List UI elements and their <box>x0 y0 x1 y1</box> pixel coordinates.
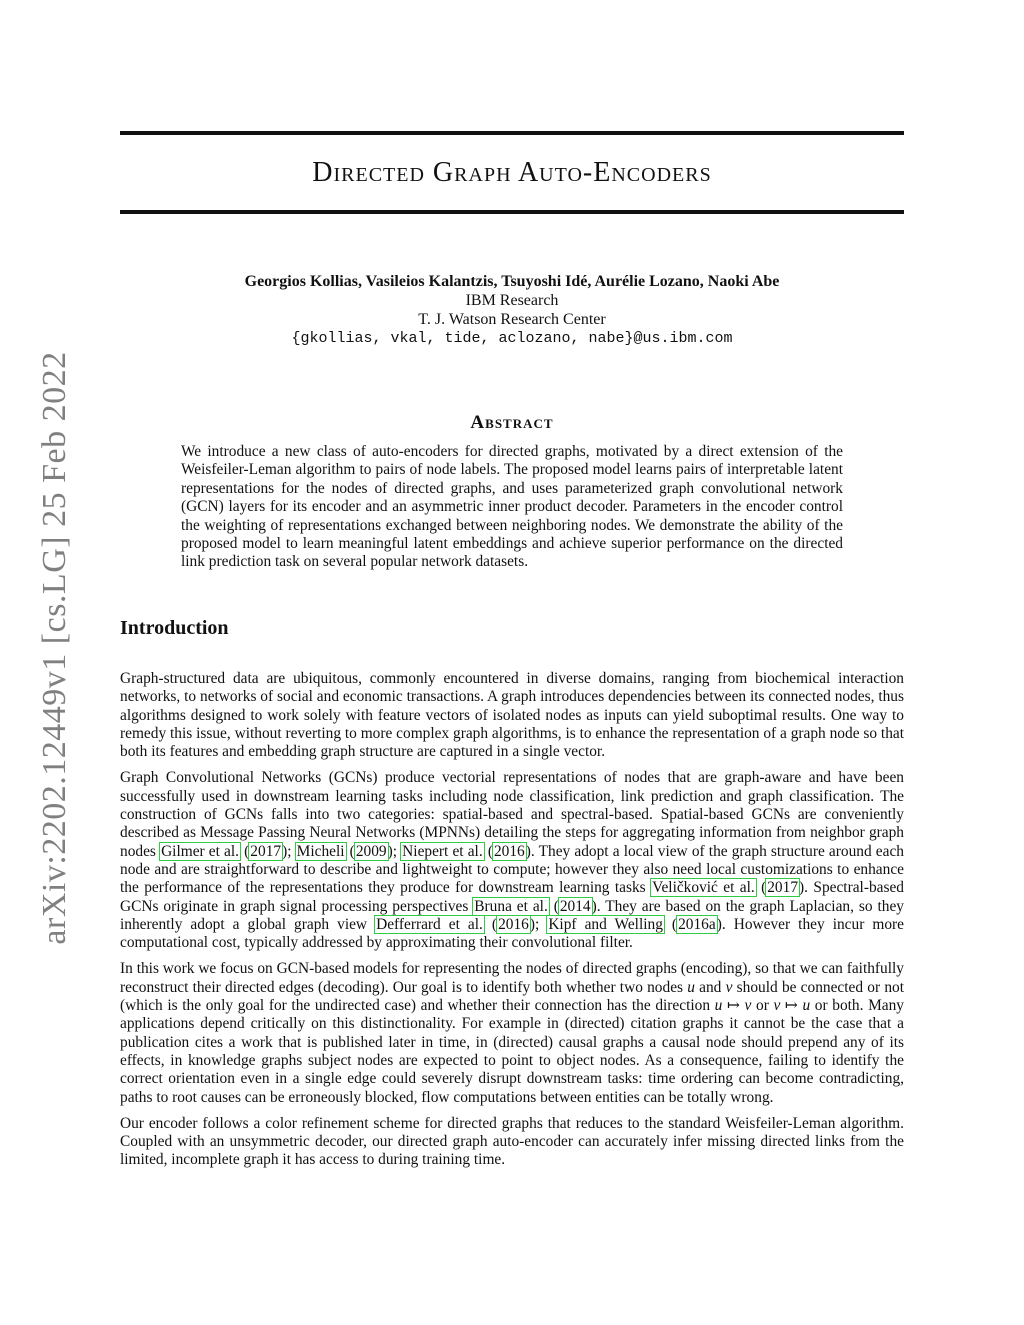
citation-kipf-author[interactable]: Kipf and Welling <box>548 915 663 933</box>
p3-text-2: and <box>694 978 726 996</box>
citation-velickovic-year[interactable]: 2017 <box>767 879 799 897</box>
citation-velickovic-author[interactable]: Veličković et al. <box>652 879 755 897</box>
author-names: Georgios Kollias, Vasileios Kalantzis, Tsuyoshi Idé, Aurélie Lozano, Naoki Abe <box>244 273 780 290</box>
introduction-heading: Introduction <box>120 617 229 639</box>
p2-text-3: . Spectral-based GCNs originate in graph signal processing perspectives <box>120 879 904 915</box>
intro-paragraph-3 <box>120 960 904 1106</box>
p3-text-4: or <box>751 997 774 1015</box>
p2-sep-1: ; <box>287 842 296 860</box>
math-v-to-u: v ↦ u <box>773 997 811 1015</box>
citation-micheli-author[interactable]: Micheli <box>296 842 345 860</box>
arxiv-identifier: arXiv:2202.12449v1 [cs.LG] 25 Feb 2022 <box>36 351 73 945</box>
intro-paragraph-4: Our encoder follows a color refinement scheme for directed graphs that reduces to the standard Weisfeiler-Leman algorithm. Coupled with an unsymmetric decoder, our directed graph auto-encoder can accurately infer missing directed links from the limited, incomplete graph it has access to during training time. <box>120 1114 904 1169</box>
paper-title: Directed Graph Auto-Encoders <box>312 157 712 188</box>
affiliation-org: IBM Research <box>465 292 559 309</box>
math-u: u <box>687 978 695 996</box>
p2-text-1: Graph Convolutional Networks (GCNs) produce vectorial representations of nodes that are graph-aware and have been successfully used in downstream learning tasks including node classification, link prediction and graph classification. The construction of GCNs falls into two categories: spatial-based and spectral-based. Spatial-based GCNs are conveniently described as Message Passing Neural Networks (MPNNs) detailing the steps for aggregating information from neighbor graph nodes <box>120 769 904 860</box>
intro-paragraph-2: Graph Convolutional Networks (GCNs) produce vectorial representations of nodes that are graph-aware and have been successfully used in downstream learning tasks including node classification, link prediction and graph classification. The construction of GCNs falls into two categories: spatial-based and spectral-based. Spatial-based GCNs are conveniently described as Message Passing Neural Networks (MPNNs) detailing the steps for aggregating information from neighbor graph nodes Gilmer et al. (2017); Micheli (2009); Niepert et al. (2016). They adopt a local view of the graph structure around each node and are straightforward to describe and lightweight to compute; however they also need local customizations to enhance the performance of the representations they produce for downstream learning tasks Veličković et al. (2017). Spectral-based GCNs originate in graph signal processing perspectives Bruna et al. (2014). They are based on the graph Laplacian, so they inherently adopt a global graph view Defferrard et al. (2016); Kipf and Welling (2016a). However they incur more computational cost, typically addressed by approximating their convolutional filter. <box>120 769 904 952</box>
citation-kipf-year[interactable]: 2016a <box>678 915 716 933</box>
p2-text-2: . They adopt a local view of the graph structure around each node and are straightforward to describe and lightweight to compute; however they also need local customizations to enhance the performance of the representations they produce for downstream learning tasks <box>120 842 904 897</box>
citation-defferrard-author[interactable]: Defferrard et al. <box>376 915 483 933</box>
math-v: v <box>725 978 733 996</box>
author-emails: {gkollias, vkal, tide, aclozano, nabe}@us.ibm.com <box>291 330 733 347</box>
citation-bruna-year[interactable]: 2014 <box>559 897 591 915</box>
citation-defferrard-year[interactable]: 2016 <box>498 915 529 933</box>
citation-niepert-year[interactable]: 2016 <box>493 842 525 860</box>
abstract-heading: Abstract <box>470 412 554 433</box>
p2-text-5: . However they incur more computational cost, typically addressed by approximating their convolutional filter. <box>120 915 904 952</box>
citation-gilmer-year[interactable]: 2017 <box>250 842 282 860</box>
abstract-text: We introduce a new class of auto-encoders for directed graphs, motivated by a direct extension of the Weisfeiler-Leman algorithm to pairs of node labels. The proposed model learns pairs of interpretable latent representations for the nodes of directed graphs, and uses parameterized graph convolutional network (GCN) layers for its encoder and an asymmetric inner product decoder. Parameters in the encoder control the weighting of representations exchanged between neighboring nodes. We demonstrate the ability of the proposed model to learn meaningful latent embeddings and achieve superior performance on the directed link prediction task on several popular network datasets. <box>181 443 843 571</box>
p3-text-1: In this work we focus on GCN-based models for representing the nodes of directed graphs (encoding), so that we can faithfully reconstruct their directed edges (decoding). Our goal is to identify both whether two nodes <box>120 960 904 996</box>
p2-sep-2: ; <box>392 842 402 860</box>
citation-bruna-author[interactable]: Bruna et al. <box>474 897 548 915</box>
author-block <box>120 272 904 348</box>
introduction-body <box>120 670 904 1178</box>
title-rule-top <box>120 131 904 135</box>
p3-text-5: or both. Many applications depend critically on this distinctionality. For example in (directed) citation graphs it cannot be the case that a publication cites a work that is published later in time, in (directed) causal graphs a causal node should prepend any of its effects, in knowledge graphs subject nodes are expected to point to object nodes. As a consequence, failing to identify the correct orientation even in a single edge could severely disrupt downstream tasks: time ordering can become contradicting, paths to root causes can be erroneously blocked, flow computations between entities can be totally wrong. <box>120 997 904 1106</box>
citation-gilmer-author[interactable]: Gilmer et al. <box>161 842 240 860</box>
affiliation-center: T. J. Watson Research Center <box>418 311 606 328</box>
p3-text-3: should be connected or not (which is the only goal for the undirected case) and whether their connection has the direction <box>120 978 904 1015</box>
citation-niepert-author[interactable]: Niepert et al. <box>402 842 483 860</box>
p2-sep-3: ; <box>534 915 548 933</box>
p2-text-4: . They are based on the graph Laplacian, so they inherently adopt a global graph view <box>120 897 904 933</box>
title-rule-bottom <box>120 210 904 214</box>
math-u-to-v: u ↦ v <box>714 997 752 1015</box>
intro-paragraph-1: Graph-structured data are ubiquitous, commonly encountered in diverse domains, ranging from biochemical interaction networks, to networks of social and economic transactions. A graph introduces dependencies between its connected nodes, thus algorithms designed to work solely with feature vectors of isolated nodes as inputs can yield suboptimal results. One way to remedy this issue, without reverting to more complex graph algorithms, is to enhance the representation of a graph node so that both its features and embedding graph structure are captured in a single vector. <box>120 670 904 761</box>
citation-micheli-year[interactable]: 2009 <box>355 842 387 860</box>
